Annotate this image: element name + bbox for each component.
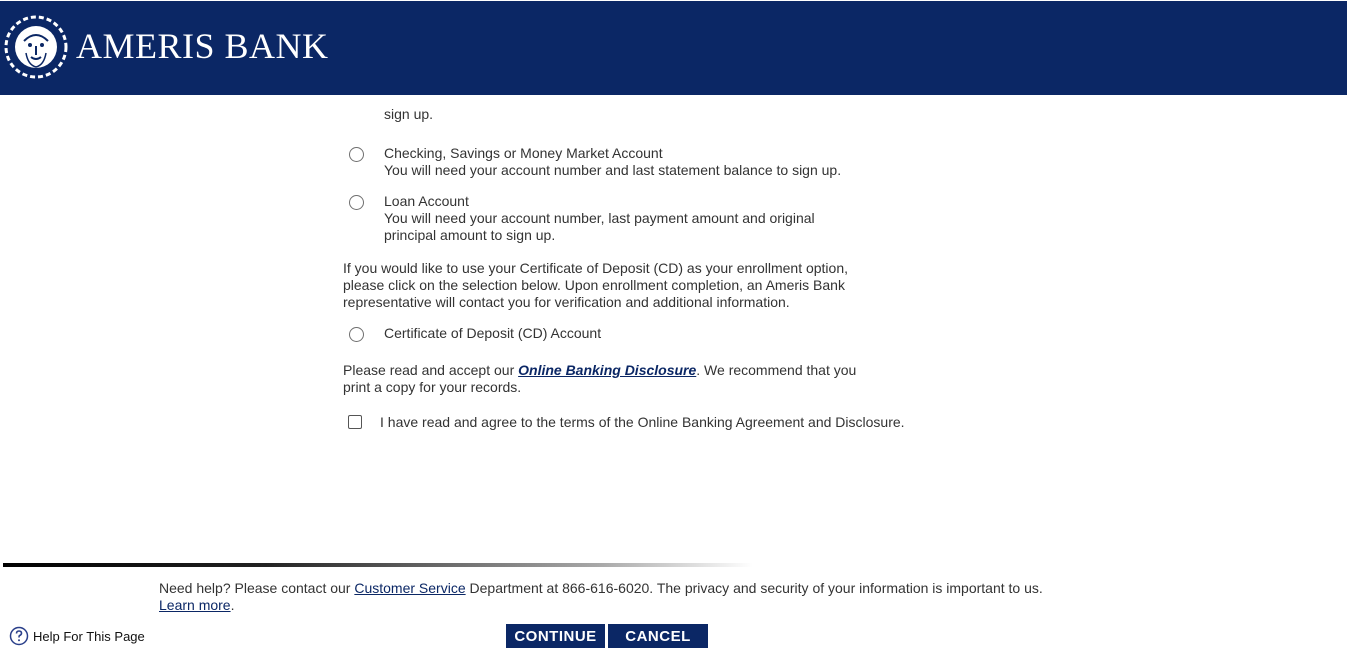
help-end: . bbox=[230, 597, 235, 613]
option-description: You will need your account number, last payment amount and original principal amount to sign up. bbox=[384, 210, 815, 243]
radio-loan[interactable] bbox=[349, 195, 364, 210]
header-bar bbox=[0, 1, 1347, 95]
help-text bbox=[159, 580, 1059, 614]
customer-service-link[interactable]: Customer Service bbox=[354, 580, 466, 596]
continue-button[interactable]: CONTINUE bbox=[506, 624, 605, 648]
lion-head-icon bbox=[4, 15, 68, 79]
help-middle: Department at 866-616-6020. The privacy and security of your information is important to us. bbox=[465, 580, 1043, 596]
enrollment-content bbox=[0, 95, 1347, 565]
agree-checkbox[interactable] bbox=[348, 415, 362, 429]
help-for-this-page-link[interactable] bbox=[9, 626, 145, 646]
radio-checking-savings[interactable] bbox=[349, 147, 364, 162]
cancel-button[interactable]: CANCEL bbox=[608, 624, 708, 648]
option-title: Loan Account bbox=[384, 193, 469, 209]
help-prefix: Need help? Please contact our bbox=[159, 580, 355, 596]
learn-more-link[interactable]: Learn more bbox=[159, 597, 231, 613]
option-title: Checking, Savings or Money Market Account bbox=[384, 145, 663, 161]
previous-option-description: sign up. bbox=[384, 106, 434, 122]
agree-label: I have read and agree to the terms of the Online Banking Agreement and Disclosure. bbox=[380, 414, 905, 430]
option-description: You will need your account number and last statement balance to sign up. bbox=[384, 162, 842, 178]
help-for-this-page-label: Help For This Page bbox=[33, 628, 145, 644]
cd-intro-text: If you would like to use your Certificate of Deposit (CD) as your enrollment option, please click on the selection below. Upon enrollment completion, an Ameris Bank representative will contact you for verification and additional information. bbox=[343, 260, 849, 310]
bank-name-logo: AMERIS BANK bbox=[76, 26, 329, 66]
disclosure-text bbox=[343, 362, 863, 396]
disclosure-suffix: . We recommend that you print a copy for your records. bbox=[343, 362, 857, 395]
disclosure-prefix: Please read and accept our bbox=[343, 362, 519, 378]
online-banking-disclosure-link[interactable]: Online Banking Disclosure bbox=[518, 362, 697, 378]
option-title: Certificate of Deposit (CD) Account bbox=[384, 325, 602, 341]
footer-divider bbox=[3, 563, 753, 567]
radio-cd[interactable] bbox=[349, 327, 364, 342]
question-mark-icon bbox=[9, 626, 29, 646]
